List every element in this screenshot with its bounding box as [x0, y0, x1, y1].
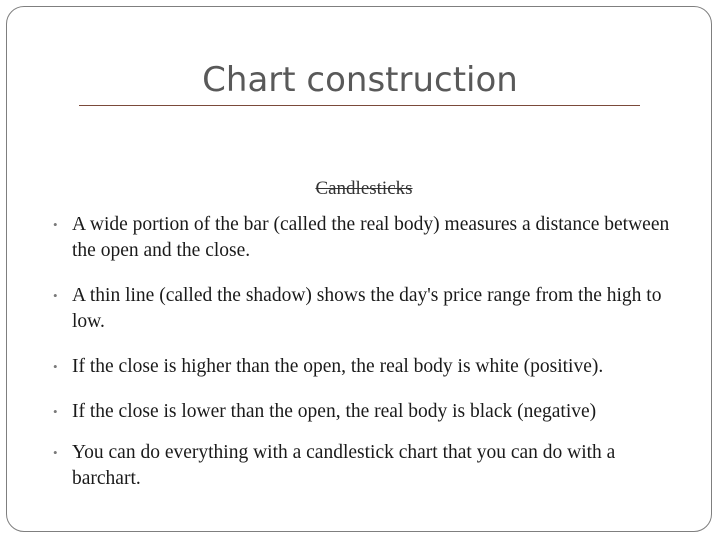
bullet-item	[52, 399, 672, 425]
section-heading: Candlesticks	[315, 178, 413, 199]
title-divider	[79, 105, 640, 106]
bullet-text: A thin line (called the shadow) shows the day's price range from the high to low.	[72, 285, 662, 332]
bullet-text: If the close is higher than the open, the real body is white (positive).	[72, 356, 604, 377]
bullet-text: If the close is lower than the open, the real body is black (negative)	[72, 401, 597, 422]
bullet-marker: •	[53, 445, 58, 460]
bullet-text: You can do everything with a candlestick chart that you can do with a barchart.	[72, 442, 616, 489]
bullet-marker: •	[53, 288, 58, 303]
slide-title: Chart construction	[202, 60, 518, 100]
bullet-item	[52, 212, 672, 264]
bullet-marker: •	[53, 217, 58, 232]
bullet-item	[52, 440, 672, 492]
bullet-marker: •	[53, 359, 58, 374]
bullet-item	[52, 283, 672, 335]
bullet-item	[52, 354, 672, 380]
bullet-marker: •	[53, 404, 58, 419]
bullet-text: A wide portion of the bar (called the real body) measures a distance between the open and the close.	[72, 214, 670, 261]
